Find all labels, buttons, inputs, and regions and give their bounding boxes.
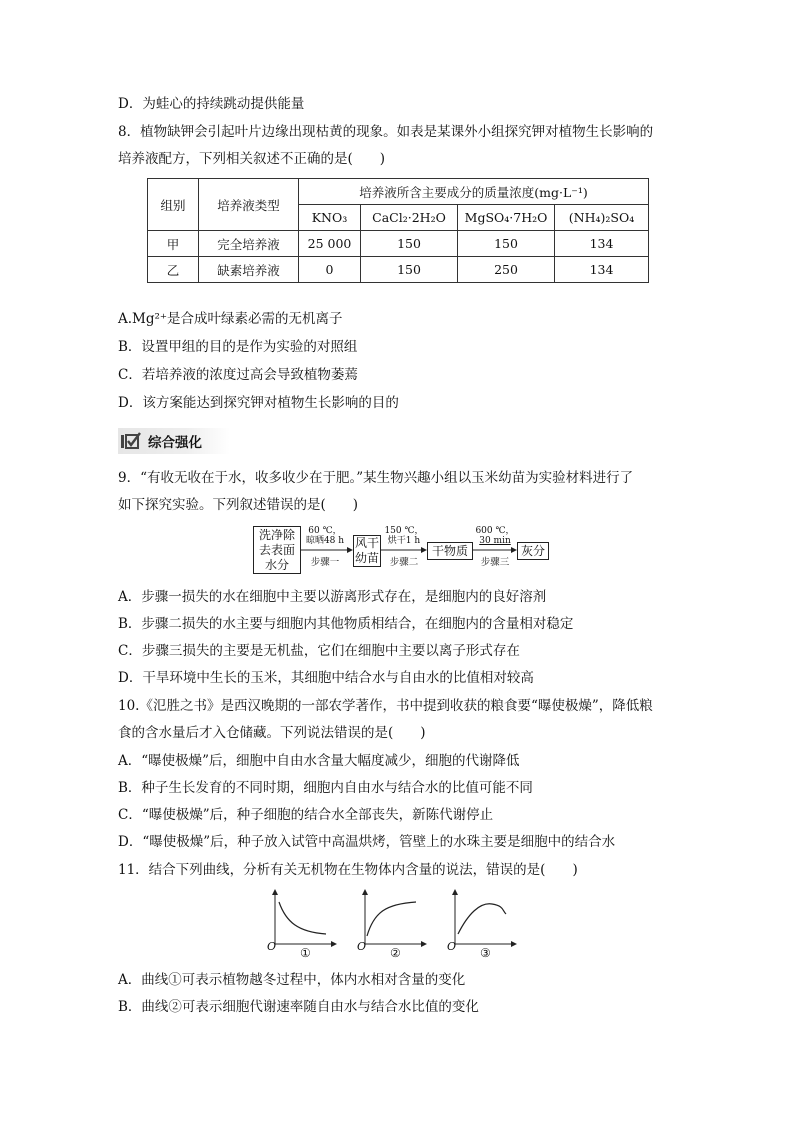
nutrient-table: [147, 178, 649, 283]
origin-label: O: [447, 940, 457, 953]
curve-graphs: [262, 888, 532, 960]
cell-value: 150: [361, 257, 458, 283]
q9-stem-line2: 如下探究实验。下列叙述错误的是( ): [118, 497, 359, 513]
cell-value: 134: [555, 257, 649, 283]
q10-option-d: D．“曝使极燥”后，种子放入试管中高温烘烤，管壁上的水珠主要是细胞中的结合水: [118, 834, 616, 850]
graph-label-1: ①: [300, 946, 311, 960]
table-row: [148, 231, 649, 257]
experiment-flowchart: [253, 524, 553, 576]
box-dried-seedling: [353, 535, 381, 567]
cell-type: 缺素培养液: [199, 257, 299, 283]
q10-option-a: A．“曝使极燥”后，细胞中自由水含量大幅度减少，细胞的代谢降低: [118, 753, 520, 769]
section-title: 综合强化: [148, 435, 202, 451]
q10-option-b: B．种子生长发育的不同时期，细胞内自由水与结合水的比值可能不同: [118, 780, 533, 796]
col-cacl2: CaCl₂·2H₂O: [361, 205, 458, 231]
cell-value: 0: [299, 257, 361, 283]
curve-3: [458, 904, 506, 934]
arrow3-temp: 600 ℃，: [475, 526, 515, 536]
q8-option-b: B．设置甲组的目的是作为实验的对照组: [118, 339, 358, 355]
origin-label: O: [267, 940, 277, 953]
graph-label-2: ②: [390, 946, 401, 960]
q8-option-d: D．该方案能达到探究钾对植物生长影响的目的: [118, 395, 399, 411]
box-dried-line: 风干: [354, 536, 379, 550]
q8-option-a: A.Mg²⁺是合成叶绿素必需的无机离子: [118, 311, 343, 327]
q11-stem: 11．结合下列曲线，分析有关无机物在生物体内含量的说法，错误的是( ): [118, 862, 578, 878]
graph-label-3: ③: [480, 946, 491, 960]
cell-value: 134: [555, 231, 649, 257]
col-mgso4: MgSO₄·7H₂O: [458, 205, 555, 231]
arrow1-time: 晾晒48 h: [305, 536, 345, 546]
box-ash: 灰分: [517, 542, 549, 560]
q9-option-c: C．步骤三损失的主要是无机盐，它们在细胞中主要以离子形式存在: [118, 643, 520, 659]
col-nh4so4: (NH₄)₂SO₄: [555, 205, 649, 231]
q9-option-d: D．干旱环境中生长的玉米，其细胞中结合水与自由水的比值相对较高: [118, 670, 534, 686]
arrow2-label: [382, 526, 426, 546]
q11-option-a: A．曲线①可表示植物越冬过程中，体内水相对含量的变化: [118, 972, 466, 988]
header-group: 组别: [148, 179, 199, 231]
cell-value: 25 000: [299, 231, 361, 257]
q9-stem-line1: 9．“有收无收在于水，收多收少在于肥。”某生物兴趣小组以玉米幼苗为实验材料进行了: [118, 470, 634, 486]
q9-option-b: B．步骤二损失的水主要与细胞内其他物质相结合，在细胞内的含量相对稳定: [118, 616, 574, 632]
curves-svg: [262, 888, 532, 948]
curve-2: [367, 902, 416, 936]
box-wash-line: 洗净除: [258, 527, 295, 542]
checklist-icon: [120, 432, 142, 450]
cell-value: 150: [361, 231, 458, 257]
q9-option-a: A．步骤一损失的水在细胞中主要以游离形式存在，是细胞内的良好溶剂: [118, 589, 547, 605]
cell-group: 乙: [148, 257, 199, 283]
arrow3-time: 30 min: [479, 536, 511, 546]
box-wash-line: 去表面: [258, 542, 295, 557]
q8-stem-line2: 培养液配方，下列相关叙述不正确的是( ): [118, 151, 386, 167]
cell-value: 150: [458, 231, 555, 257]
q11-option-b: B．曲线②可表示细胞代谢速率随自由水与结合水比值的变化: [118, 999, 479, 1015]
step1-label: 步骤一: [310, 557, 340, 568]
arrow1-temp: 60 ℃，: [308, 526, 342, 536]
box-dried-line: 幼苗: [354, 551, 379, 565]
q10-option-c: C．“曝使极燥”后，种子细胞的结合水全部丧失，新陈代谢停止: [118, 807, 494, 823]
q8-option-c: C．若培养液的浓度过高会导致植物萎蔫: [118, 367, 358, 383]
header-concentration: 培养液所含主要成分的质量浓度(mg·L⁻¹): [299, 179, 649, 205]
cell-group: 甲: [148, 231, 199, 257]
q10-stem-line2: 食的含水量后才入仓储藏。下列说法错误的是( ): [118, 725, 426, 741]
arrow2-time: 烘干1 h: [387, 536, 421, 546]
step3-label: 步骤三: [480, 557, 510, 568]
arrow3-label: [474, 526, 516, 546]
q10-stem-line1: 10.《氾胜之书》是西汉晚期的一部农学著作，书中提到收获的粮食要“曝使极燥”，降低粮: [118, 698, 653, 714]
curve-1: [279, 902, 326, 934]
arrow2-temp: 150 ℃，: [384, 526, 424, 536]
arrow1-label: [302, 526, 348, 546]
box-dry-matter: 干物质: [427, 542, 473, 560]
step2-label: 步骤二: [389, 557, 419, 568]
q7-option-d: D．为蛙心的持续跳动提供能量: [118, 96, 305, 112]
cell-value: 250: [458, 257, 555, 283]
section-header: [118, 428, 230, 454]
cell-type: 完全培养液: [199, 231, 299, 257]
q8-stem-line1: 8．植物缺钾会引起叶片边缘出现枯黄的现象。如表是某课外小组探究钾对植物生长影响的: [118, 124, 654, 140]
header-type: 培养液类型: [199, 179, 299, 231]
box-wash-line: 水分: [264, 557, 289, 572]
box-wash: [253, 526, 301, 574]
origin-label: O: [357, 940, 367, 953]
col-kno3: KNO₃: [299, 205, 361, 231]
table-row: [148, 257, 649, 283]
